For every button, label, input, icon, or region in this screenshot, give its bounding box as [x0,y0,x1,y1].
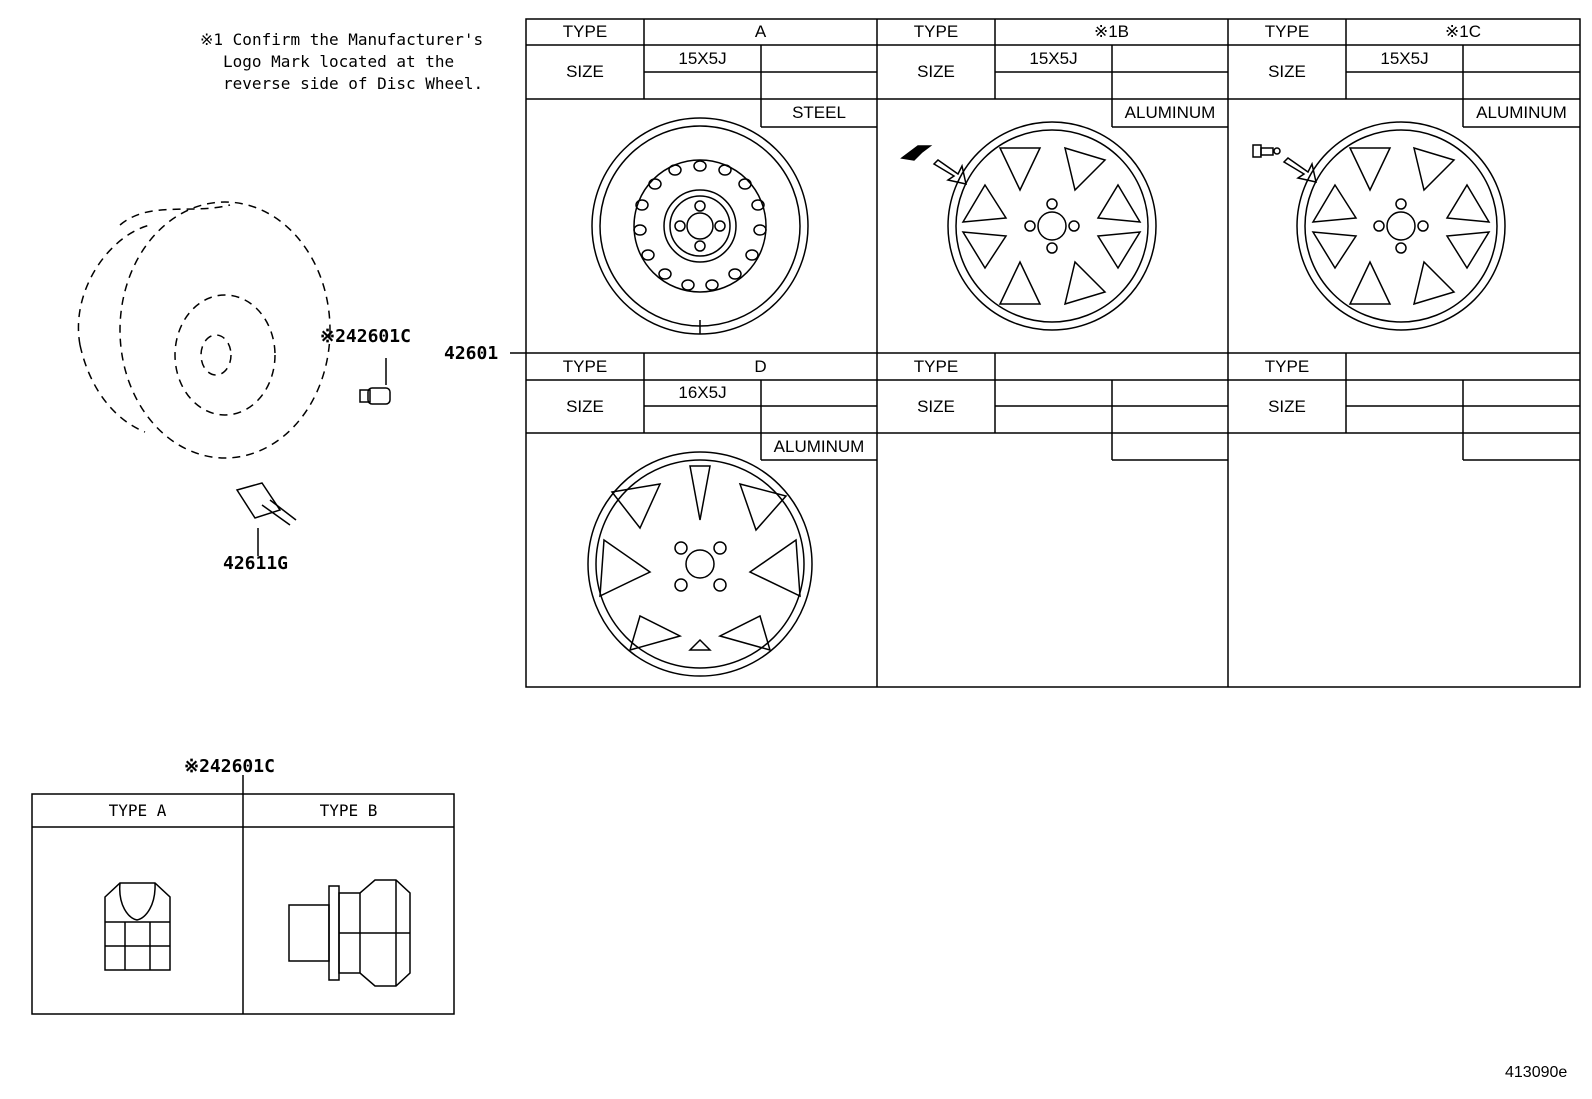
cell-e-size-label: SIZE [917,396,955,416]
cell-d-size-label: SIZE [566,396,604,416]
lug-nut-small [360,358,390,404]
cell-a-size-label: SIZE [566,62,604,81]
nut-type-b [289,880,410,986]
note-line-3: reverse side of Disc Wheel. [223,74,484,93]
lug-nut-callout[interactable]: ※242601C [320,326,411,347]
cell-a-type-value: A [754,22,767,41]
nut-table-title[interactable]: ※242601C [184,756,275,777]
wheel-c-aluminum [1253,122,1505,330]
note-line-2: Logo Mark located at the [223,52,455,71]
nut-type-a [105,883,170,970]
cell-b-type-label: TYPE [913,22,959,41]
cell-b-size-label: SIZE [917,62,955,81]
cell-b-size-value: 15X5J [1029,48,1078,68]
cell-c-size-label: SIZE [1268,62,1306,81]
note-line-1: ※1 Confirm the Manufacturer's [200,30,484,49]
nut-type-a-label: TYPE A [108,801,167,820]
wheel-part-number[interactable]: 42601 [444,343,499,364]
cell-d-type-label: TYPE [562,356,608,376]
manufacturer-note [200,29,510,95]
cell-a-type-label: TYPE [562,22,608,41]
wheel-a-vent-holes [634,161,766,290]
cell-f-type-label: TYPE [1264,356,1310,376]
wheel-b-aluminum [902,122,1156,330]
cell-b-material: ALUMINUM [1124,103,1216,122]
cell-a-size-value: 15X5J [678,48,727,68]
cell-a-material: STEEL [792,103,846,122]
valve-stem [237,483,296,556]
cell-d-material: ALUMINUM [773,436,865,456]
figure-code: 413090e [1505,1064,1568,1081]
wheel-d-aluminum [588,452,812,676]
valve-part-number[interactable]: 42611G [223,553,289,574]
tire-outline [78,202,330,458]
cell-c-material: ALUMINUM [1476,103,1567,122]
cell-b-type-value: ※1B [1093,22,1130,41]
cell-c-size-value: 15X5J [1380,48,1429,68]
cell-e-type-label: TYPE [913,356,959,376]
wheel-a-steel [592,118,808,334]
cell-d-type-value: D [754,356,767,376]
cell-f-size-label: SIZE [1268,396,1306,416]
cell-c-type-value: ※1C [1445,22,1481,41]
cell-d-size-value: 16X5J [678,383,727,402]
nut-type-b-label: TYPE B [319,801,378,820]
cell-c-type-label: TYPE [1264,22,1310,41]
